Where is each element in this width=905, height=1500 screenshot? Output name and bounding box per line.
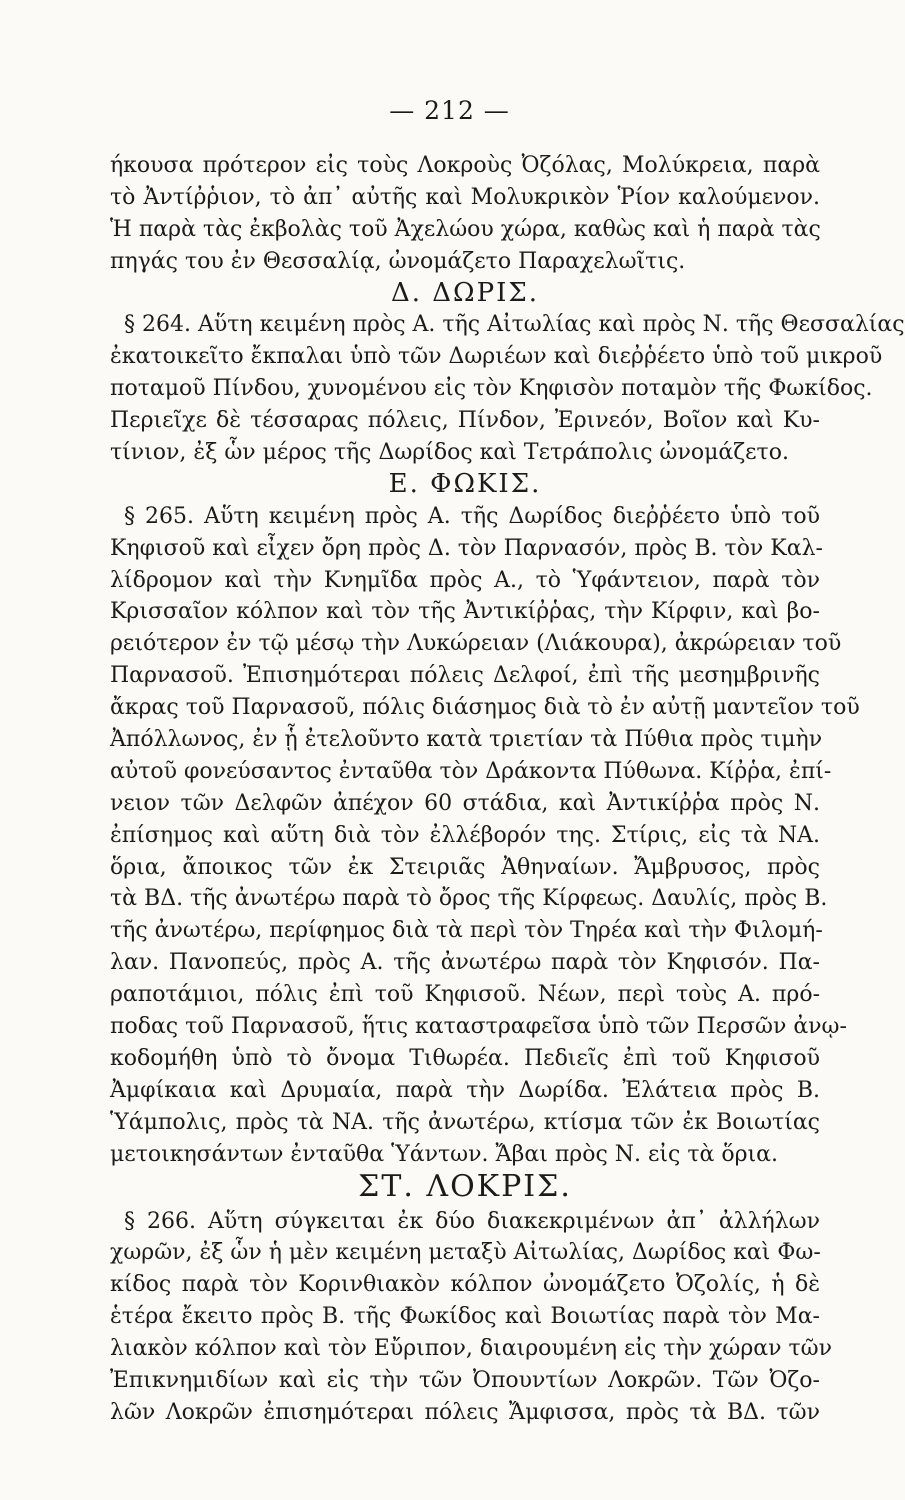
- text-line: χωρῶν, ἐξ ὧν ἡ μὲν κειμένη μεταξὺ Αἰτωλίας, Δωρίδος καὶ Φω-: [110, 1240, 821, 1266]
- text-line: ποδας τοῦ Παρνασοῦ, ἥτις καταστραφεῖσα ὑπὸ τῶν Περσῶν ἀνῳ-: [110, 1014, 847, 1040]
- text-line: Κρισσαῖον κόλπον καὶ τὸν τῆς Ἀντικίῤῥας, τὴν Κίρφιν, καὶ βο-: [110, 599, 820, 625]
- section-heading: Δ. ΔΩΡΙΣ.: [390, 277, 540, 308]
- text-line: τίνιον, ἐξ ὧν μέρος τῆς Δωρίδος καὶ Τετράπολις ὠνομάζετο.: [110, 440, 789, 466]
- text-line: αὐτοῦ φονεύσαντος ἐνταῦθα τὸν Δράκοντα Πύθωνα. Κίῤῥα, ἐπί-: [110, 758, 832, 784]
- text-line: ἐπίσημος καὶ αὕτη διὰ τὸν ἐλλέβορόν της. Στίρις, εἰς τὰ ΝΑ.: [110, 822, 820, 848]
- text-line: Ὑάμπολις, πρὸς τὰ ΝΑ. τῆς ἀνωτέρω, κτίσμα τῶν ἐκ Βοιωτίας: [110, 1109, 820, 1135]
- text-line: κοδομήθη ὑπὸ τὸ ὄνομα Τιθωρέα. Πεδιεῖς ἐπὶ τοῦ Κηφισοῦ: [110, 1045, 820, 1071]
- text-line: λαν. Πανοπεύς, πρὸς Α. τῆς ἀνωτέρω παρὰ τὸν Κηφισόν. Πα-: [110, 950, 820, 976]
- text-line: τὸ Ἀντίῤῥιον, τὸ ἀπ᾽ αὐτῆς καὶ Μολυκρικὸν Ῥίον καλούμενον.: [110, 184, 820, 210]
- text-line: ἐκατοικεῖτο ἔκπαλαι ὑπὸ τῶν Δωριέων καὶ διεῤῥέετο ὑπὸ τοῦ μικροῦ: [110, 344, 883, 370]
- text-line: Κηφισοῦ καὶ εἶχεν ὄρη πρὸς Δ. τὸν Παρνασόν, πρὸς Β. τὸν Καλ-: [110, 535, 823, 561]
- text-line: λιακὸν κόλπον καὶ τὸν Εὔριπον, διαιρουμένη εἰς τὴν χώραν τῶν: [110, 1336, 832, 1362]
- body-text: [110, 150, 905, 1429]
- section-heading: ΣΤ. ΛΟΚΡΙΣ.: [358, 1168, 572, 1204]
- text-line: νειον τῶν Δελφῶν ἀπέχον 60 στάδια, καὶ Ἀντικίῤῥα πρὸς Ν.: [110, 790, 820, 816]
- text-line: Περιεῖχε δὲ τέσσαρας πόλεις, Πίνδον, Ἐρινεόν, Βοῖον καὶ Κυ-: [110, 408, 820, 434]
- text-line: λίδρομον καὶ τὴν Κνημῖδα πρὸς Α., τὸ Ὑφάντειον, παρὰ τὸν: [110, 567, 820, 593]
- text-line: § 264. Αὕτη κειμένη πρὸς Α. τῆς Αἰτωλίας καὶ πρὸς Ν. τῆς Θεσσαλίας: [124, 312, 905, 338]
- text-line: ποταμοῦ Πίνδου, χυνομένου εἰς τὸν Κηφισὸν ποταμὸν τῆς Φωκίδος.: [110, 376, 873, 402]
- text-line: Ἡ παρὰ τὰς ἐκβολὰς τοῦ Ἀχελώου χώρα, καθὼς καὶ ἡ παρὰ τὰς: [110, 216, 821, 242]
- text-line: μετοικησάντων ἐνταῦθα Ὑάντων. Ἄβαι πρὸς Ν. εἰς τὰ ὅρια.: [110, 1141, 779, 1167]
- text-line: § 266. Αὕτη σύγκειται ἐκ δύο διακεκριμένων ἀπ᾽ ἀλλήλων: [124, 1208, 820, 1234]
- text-line: ήκουσα πρότερον εἰς τοὺς Λοκροὺς Ὀζόλας, Μολύκρεια, παρὰ: [110, 153, 820, 178]
- text-line: πηγάς του ἐν Θεσσαλίᾳ, ὠνομάζετο Παραχελωῖτις.: [110, 248, 686, 274]
- text-line: ἑτέρα ἔκειτο πρὸς Β. τῆς Φωκίδος καὶ Βοιωτίας παρὰ τὸν Μα-: [110, 1304, 820, 1330]
- text-line: ραποτάμιοι, πόλις ἐπὶ τοῦ Κηφισοῦ. Νέων, περὶ τοὺς Α. πρό-: [110, 982, 820, 1008]
- text-line: Ἀμφίκαια καὶ Δρυμαία, παρὰ τὴν Δωρίδα. Ἐλάτεια πρὸς Β.: [110, 1077, 820, 1103]
- text-line: ἄκρας τοῦ Παρνασοῦ, πόλις διάσημος διὰ τὸ ἐν αὐτῇ μαντεῖον τοῦ: [110, 695, 860, 721]
- text-line: Παρνασοῦ. Ἐπισημότεραι πόλεις Δελφοί, ἐπὶ τῆς μεσημβρινῆς: [110, 663, 820, 689]
- text-line: Ἀπόλλωνος, ἐν ᾗ ἐτελοῦντο κατὰ τριετίαν τὰ Πύθια πρὸς τιμὴν: [110, 727, 823, 753]
- text-line: Ἐπικνημιδίων καὶ εἰς τὴν τῶν Ὀπουντίων Λοκρῶν. Τῶν Ὀζο-: [110, 1367, 820, 1393]
- section-heading: Ε. ΦΩΚΙΣ.: [388, 468, 542, 499]
- text-line: ρειότερον ἐν τῷ μέσῳ τὴν Λυκώρειαν (Λιάκουρα), ἀκρώρειαν τοῦ: [110, 631, 842, 657]
- page-number: — 212 —: [389, 96, 510, 125]
- text-line: § 265. Αὕτη κειμένη πρὸς Α. τῆς Δωρίδος διεῤῥέετο ὑπὸ τοῦ: [124, 503, 820, 529]
- text-line: τῆς ἀνωτέρω, περίφημος διὰ τὰ περὶ τὸν Τηρέα καὶ τὴν Φιλομή-: [110, 918, 823, 944]
- text-line: λῶν Λοκρῶν ἐπισημότεραι πόλεις Ἄμφισσα, πρὸς τὰ ΒΔ. τῶν: [110, 1399, 820, 1425]
- text-line: τὰ ΒΔ. τῆς ἀνωτέρω παρὰ τὸ ὄρος τῆς Κίρφεως. Δαυλίς, πρὸς Β.: [110, 886, 828, 912]
- text-line: κίδος παρὰ τὸν Κορινθιακὸν κόλπον ὠνομάζετο Ὀζολίς, ἡ δὲ: [110, 1272, 820, 1298]
- text-line: ὅρια, ἄποικος τῶν ἐκ Στειριᾶς Ἀθηναίων. Ἄμβρυσος, πρὸς: [110, 854, 820, 880]
